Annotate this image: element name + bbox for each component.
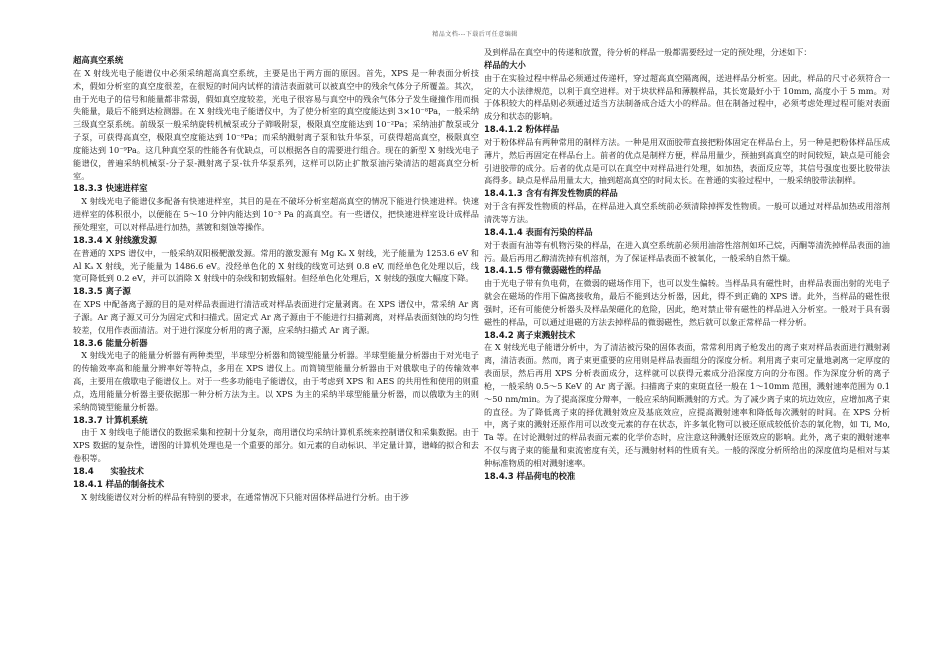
section-heading: 18.3.6 能量分析器 <box>73 337 148 348</box>
right-column <box>484 46 890 658</box>
body-paragraph: 由于光电子带有负电荷，在微弱的磁场作用下，也可以发生偏转。当样品具有磁性时，由样品表面出射的光电子就会在磁场的作用下偏离接收角，最后不能到达分析器，因此，得不到正确的 XPS 谱。此外，当样品的磁性很强时，还有可能使分析器头及样品架磁化的危险，因此，绝对禁止带有磁性的样品进入分析室。一般对于具有弱磁性的样品，可以通过退磁的方法去掉样品的微弱磁性，然后就可以象正常样品一样分析。 <box>484 278 890 327</box>
body-paragraph: 对于粉体样品有两种常用的制样方法。一种是用双面胶带直接把粉体固定在样品台上，另一种是把粉体样品压成薄片，然后再固定在样品台上。前者的优点是制样方便，样品用量少，预抽到高真空的时间较短，缺点是可能会引进胶带的成分。后者的优点是可以在真空中对样品进行处理，如加热，表面反应等，其信号强度也要比胶带法高得多。缺点是样品用量太大，抽到超高真空的时间太长。在普通的实验过程中，一般采纳胶带法制样。 <box>484 136 890 186</box>
section-heading: 18.4.3 样品荷电的校准 <box>484 470 576 481</box>
section-heading: 18.4 实验技术 <box>73 466 144 476</box>
body-paragraph: X 射线光电子能谱仪多配备有快速进样室，其目的是在不破坏分析室超高真空的情况下能进行快速进样。快速进样室的体积很小，以便能在 5～10 分钟内能达到 10⁻³ Pa 的高真空。有一些谱仪，把快速进样室设计成样品预处理室，可以对样品进行加热，蒸镀和刻蚀等操作。 <box>73 196 479 232</box>
section-heading: 样品的大小 <box>484 59 526 70</box>
section-heading: 18.4.1.3 含有有挥发性物质的样品 <box>484 188 618 199</box>
section-heading: 18.4.2 离子束溅射技术 <box>484 329 576 340</box>
body-paragraph: 对于含有挥发性物质的样品，在样品进入真空系统前必须清除掉挥发性物质。一般可以通过对样品加热或用溶剂清洗等方法。 <box>484 201 890 224</box>
section-heading: 18.4.1.4 表面有污染的样品 <box>484 226 593 237</box>
section-heading: 18.4.1.5 带有微弱磁性的样品 <box>484 265 601 276</box>
body-paragraph: 在 X 射线光电子能谱仪中必须采纳超高真空系统，主要是出于两方面的原因。首先，XPS 是一种表面分析技术，假如分析室的真空度很差，在很短的时间内试样的清洁表面就可以被真空中的残余气体分子所覆盖。其次，由于光电子的信号和能量都非常弱，假如真空度较差，光电子很容易与真空中的残余气体分子发生碰撞作用而损失能量，最后不能到达检测器。在 X 射线光电子能谱仪中，为了使分析室的真空度能达到 3×10⁻⁸Pa，一般采纳三级真空泵系统。前级泵一般采纳旋转机械泵或分子筛吸附泵，极限真空度能达到 10⁻²Pa；采纳油扩散泵或分子泵，可获得高真空，极限真空度能达到 10⁻⁸Pa；而采纳溅射离子泵和钛升华泵，可获得超高真空，极限真空度能达到 10⁻⁹Pa。这几种真空泵的性能各有优缺点，可以根据各自的需要进行组合。现在的新型 X 射线光电子能谱仪，普遍采纳机械泵-分子泵-溅射离子泵-钛升华泵系列，这样可以防止扩散泵油污染清洁的超高真空分析室。 <box>73 67 479 181</box>
body-paragraph: 在 XPS 中配备离子源的目的是对样品表面进行清洁或对样品表面进行定量剥离。在 XPS 谱仪中，常采纳 Ar 离子源。Ar 离子源又可分为固定式和扫描式。固定式 Ar 离子源由于不能进行扫描剥离，对样品表面刻蚀的均匀性较差，仅用作表面清洁。对于进行深度分析用的离子源，应采纳扫描式 Ar 离子源。 <box>73 299 479 335</box>
body-paragraph: X 射线光电子的能量分析器有两种类型，半球型分析器和筒镜型能量分析器。半球型能量分析器由于对光电子的传输效率高和能量分辨率好等特点，多用在 XPS 谱仪上。而筒镜型能量分析器由于对俄歇电子的传输效率高，主要用在俄歇电子能谱仪上。对于一些多功能电子能谱仪，由于考虑到 XPS 和 AES 的共用性和使用的则重点，选用能量分析器主要依据那一种分析方法为主。以 XPS 为主的采纳半球型能量分析器，而以俄歇为主的则采纳筒镜型能量分析器。 <box>73 350 479 412</box>
section-heading: 18.4.1.2 粉体样品 <box>484 124 560 135</box>
body-paragraph: 由于在实验过程中样品必须通过传递杆，穿过超高真空隔离阀，送进样品分析室。因此，样品的尺寸必须符合一定的大小法律规范，以利于真空进样。对于块状样品和薄膜样品，其长宽最好小于 10mm, 高度小于 5 mm。对于体积较大的样品则必须通过适当方法制备成合适大小的样品。但在制备过程中，必须考虑处理过程可能对表面成分和状态的影响。 <box>484 72 890 122</box>
section-heading: 超高真空系统 <box>73 55 124 65</box>
section-heading: 18.4.1 样品的制备技术 <box>73 478 165 489</box>
section-heading: 18.3.4 X 射线激发源 <box>73 234 157 245</box>
body-paragraph: 及到样品在真空中的传递和放置，待分析的样品一般都需要经过一定的预处理，分述如下： <box>484 47 812 57</box>
section-heading: 18.3.5 离子源 <box>73 286 131 297</box>
page-header: 精品文档---下载后可任意编辑 <box>432 31 518 38</box>
body-paragraph: X 射线能谱仪对分析的样品有特别的要求，在通常情况下只能对固体样品进行分析。由于涉 <box>81 491 409 502</box>
section-heading: 18.3.3 快速进样室 <box>73 183 148 194</box>
body-paragraph: 对于表面有油等有机物污染的样品，在进入真空系统前必须用油溶性溶剂如环己烷，丙酮等清洗掉样品表面的油污。最后再用乙醇清洗掉有机溶剂，为了保证样品表面不被氧化，一般采纳自然干燥。 <box>484 239 890 263</box>
section-heading: 18.3.7 计算机系统 <box>73 414 148 425</box>
body-paragraph: 在 X 射线光电子能谱分析中，为了清洁被污染的固体表面，常常利用离子枪发出的离子束对样品表面进行溅射剥离，清洁表面。然而，离子束更重要的应用则是样品表面组分的深度分析。利用离子束可定量地剥离一定厚度的表面层，然后再用 XPS 分析表面成分，这样就可以获得元素成分沿深度方向的分布图。作为深度分析的离子枪，一般采纳 0.5～5 KeV 的 Ar 离子源。扫描离子束的束斑直径一般在 1～10mm 范围，溅射速率范围为 0.1 ～50 nm/min。为了提高深度分辩率，一般应采纳间断溅射的方式。为了减少离子束的坑边效应，应增加离子束的直径。为了降低离子束的择优溅射效应及基底效应，应提高溅射速率和降低每次溅射的时间。在 XPS 分析中，离子束的溅射还原作用可以改变元素的存在状态，许多氧化物可以被还原成较低价态的氧化物，如 Ti, Mo, Ta 等。在讨论溅射过的样品表面元素的化学价态时，应注意这种溅射还原效应的影响。此外，离子束的溅射速率不仅与离子束的能量和束流密度有关，还与溅射材料的性质有关。一般的深度分析所给出的深度值均是相对与某种标准物质的相对溅射速率。 <box>484 342 890 468</box>
body-paragraph: 在普通的 XPS 谱仪中，一般采纳双阳极靶激发源。常用的激发源有 Mg Kₐ X 射线，光子能量为 1253.6 eV 和 Al Kₐ X 射线，光子能量为 1486.6 eV。没经单色化的 X 射线的线宽可达到 0.8 eV, 而经单色化处理以后，线宽可降低到 0.2 eV，并可以消除 X 射线中的杂线和韧致辐射。但经单色化处理后，X 射线的强度大幅度下降。 <box>73 247 479 284</box>
body-paragraph: 由于 X 射线电子能谱仪的数据采集和控制十分复杂，商用谱仪均采纳计算机系统来控制谱仪和采集数据。由于 XPS 数据的复杂性，谱图的计算机处理也是一个重要的部分。如元素的自动标识、半定量计算，谱峰的拟合和去卷积等。 <box>73 427 479 464</box>
left-column <box>73 54 479 654</box>
